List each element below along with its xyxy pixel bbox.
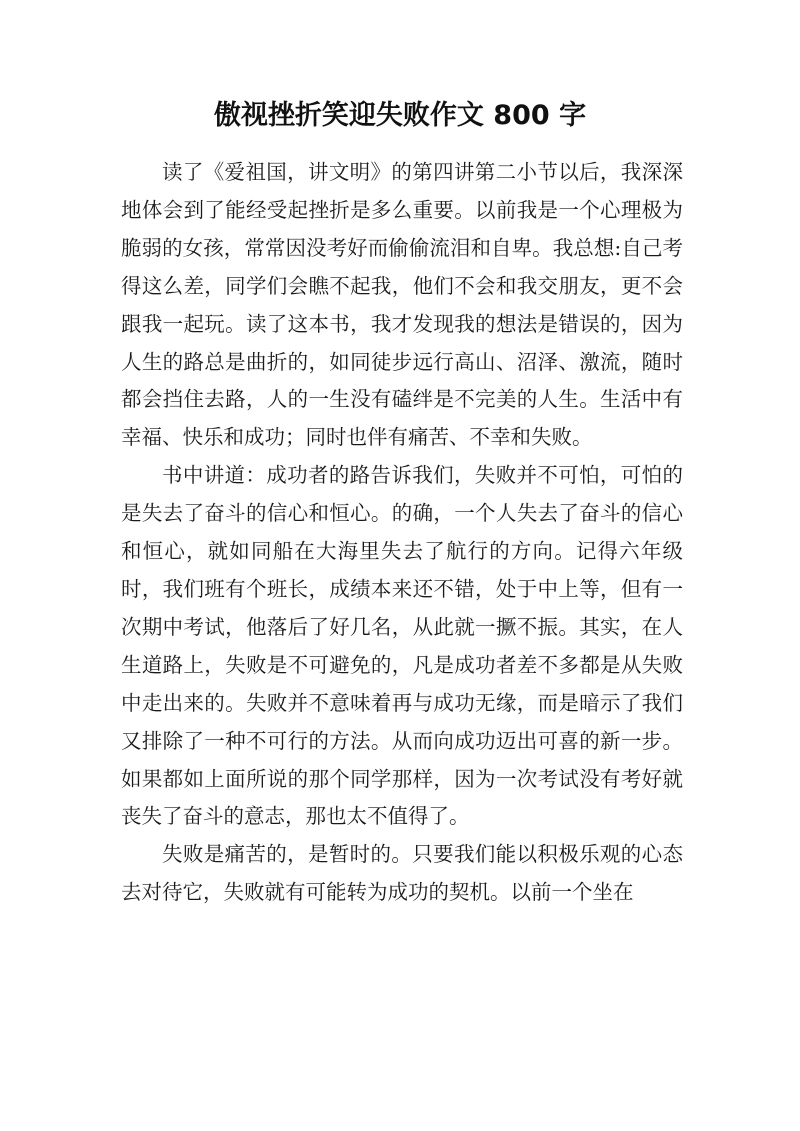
paragraph-1: 读了《爱祖国，讲文明》的第四讲第二小节以后，我深深地体会到了能经受起挫折是多么重要。以前我是一个心理极为脆弱的女孩，常常因没考好而偷偷流泪和自卑。我总想:自己考得这么差，同学们会瞧不起我，他们不会和我交朋友，更不会跟我一起玩。读了这本书，我才发现我的想法是错误的，因为人生的路总是曲折的，如同徒步远行高山、沼泽、激流，随时都会挡住去路，人的一生没有磕绊是不完美的人生。生活中有幸福、快乐和成功；同时也伴有痛苦、不幸和失败。 xyxy=(121,160,683,450)
document-title: 傲视挫折笑迎失败作文 800 字 xyxy=(213,100,587,131)
document-body xyxy=(121,154,683,912)
paragraph-3: 失败是痛苦的，是暂时的。只要我们能以积极乐观的心态去对待它，失败就有可能转为成功的契机。以前一个坐在 xyxy=(121,842,683,905)
paragraph-2: 书中讲道：成功者的路告诉我们，失败并不可怕，可怕的是失去了奋斗的信心和恒心。的确，一个人失去了奋斗的信心和恒心，就如同船在大海里失去了航行的方向。记得六年级时，我们班有个班长，成绩本来还不错，处于中上等，但有一次期中考试，他落后了好几名，从此就一撅不振。其实，在人生道路上，失败是不可避免的，凡是成功者差不多都是从失败中走出来的。失败并不意味着再与成功无缘，而是暗示了我们又排除了一种不可行的方法。从而向成功迈出可喜的新一步。如果都如上面所说的那个同学那样，因为一次考试没有考好就丧失了奋斗的意志，那也太不值得了。 xyxy=(121,463,683,829)
